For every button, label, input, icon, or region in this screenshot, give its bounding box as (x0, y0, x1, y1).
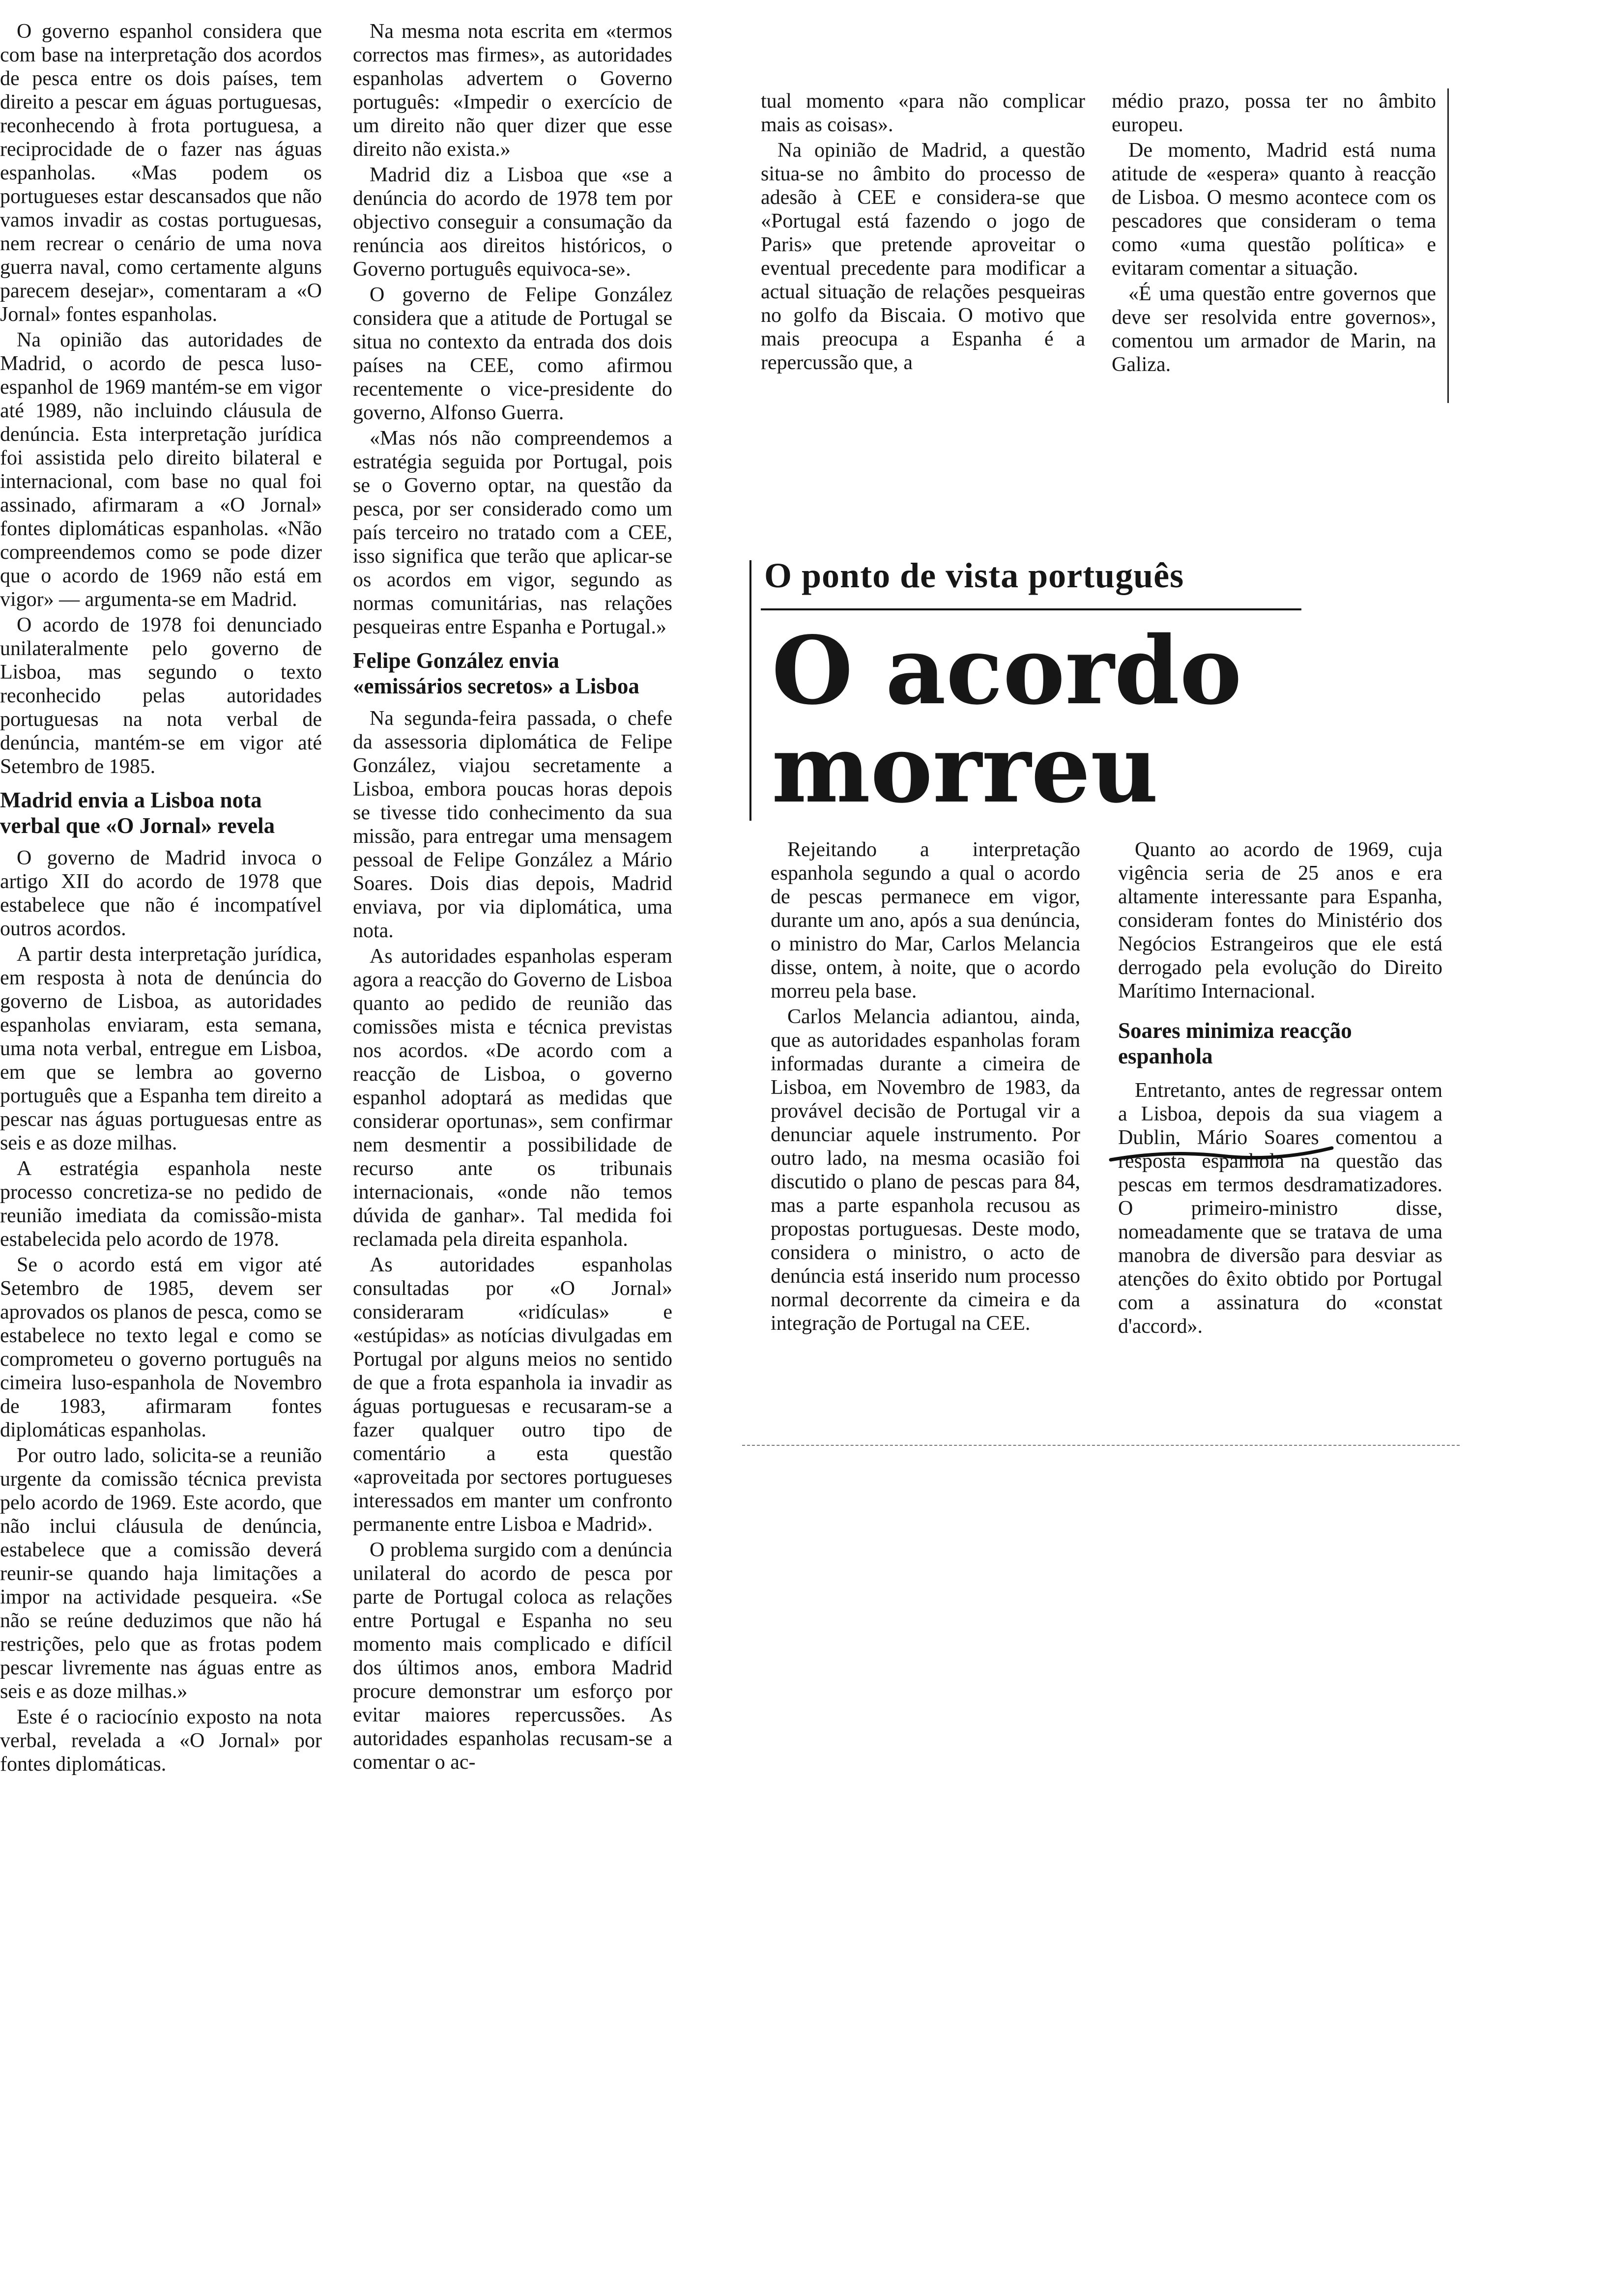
article-side-rule (749, 560, 751, 821)
col2-paragraph-6: As autoridades espanholas esperam agora a reacção do Governo de Lisboa quanto ao pedido de reunião das comissões mista e técnica previstas nos acordos. «De acordo com a reacção de Lisboa, o governo espanhol adoptará as medidas que considerar oportunas», sem confirmar nem desmentir a possibilidade de recurso ante os tribunais internacionais, «onde não temos dúvida de ganhar». Tal medida foi reclamada pela direita espanhola. (353, 945, 672, 1251)
article-column-2 (1118, 838, 1442, 1340)
col2-subheading: Felipe González envia «emissários secretos» a Lisboa (353, 648, 639, 698)
col1-paragraph-8: Por outro lado, solicita-se a reunião urgente da comissão técnica prevista pelo acordo de 1969. Este acordo, que não inclui cláusula de denúncia, estabelece que a comissão deverá reunir-se quando haja limitações a impor na actividade pesqueira. «Se não se reúne deduzimos que não há restrições, pelo que as frotas podem pescar livremente nas águas entre as seis e as doze milhas.» (0, 1444, 322, 1703)
col4-paragraph-1: médio prazo, possa ter no âmbito europeu. (1112, 90, 1436, 136)
article-headline (772, 616, 1312, 824)
col2-paragraph-7: As autoridades espanholas consultadas por «O Jornal» consideraram «ridículas» e «estúpidas» as notícias divulgadas em Portugal por alguns meios no sentido de que a frota espanhola ia invadir as águas portuguesas e recusaram-se a fazer qualquer outro tipo de comentário a esta questão «aproveitada por sectores portugueses interessados em manter um confronto permanente entre Lisboa e Madrid». (353, 1254, 672, 1536)
column-3 (761, 89, 1085, 376)
col2-paragraph-4: «Mas nós não compreendemos a estratégia seguida por Portugal, pois se o Governo optar, na questão da pesca, por ser considerado como um país terceiro no tratado com a CEE, isso significa que terão que aplicar-se os acordos em vigor, segundo as normas comunitárias, nas relações pesqueiras entre Espanha e Portugal.» (353, 427, 672, 638)
article-paragraph-2: Carlos Melancia adiantou, ainda, que as autoridades espanholas foram informadas durante a cimeira de Lisboa, em Novembro de 1983, da provável decisão de Portugal vir a denunciar aquele instrumento. Por outro lado, na mesma ocasião foi discutido o plano de pescas para 84, mas a parte espanhola recusou as propostas portuguesas. Deste modo, considera o ministro, o acto de denúncia está inserido num processo normal decorrente da cimeira e da integração de Portugal na CEE. (771, 1005, 1080, 1335)
article-bottom-border (742, 1445, 1460, 1446)
col1-paragraph-7: Se o acordo está em vigor até Setembro de 1985, devem ser aprovados os planos de pesca, como se estabelece no texto legal e como se comprometeu o governo português na cimeira luso-espanhola de Novembro de 1983, afirmaram fontes diplomáticas espanholas. (0, 1254, 322, 1441)
col1-paragraph-2: Na opinião das autoridades de Madrid, o acordo de pesca luso-espanhol de 1969 mantém-se em vigor até 1989, não incluindo cláusula de denúncia. Esta interpretação jurídica foi assistida pelo direito bilateral e internacional, com base no qual foi assinado, afirmaram a «O Jornal» fontes diplomáticas espanholas. «Não compreendemos como se pode dizer que o acordo de 1969 não está em vigor» — argumenta-se em Madrid. (0, 329, 322, 611)
col2-paragraph-1: Na mesma nota escrita em «termos correctos mas firmes», as autoridades espanholas advertem o Governo português: «Impedir o exercício de um direito não quer dizer que esse direito não exista.» (353, 20, 672, 161)
article-column-1 (771, 838, 1080, 1337)
col2-paragraph-2: Madrid diz a Lisboa que «se a denúncia do acordo de 1978 tem por objectivo conseguir a consumação da renúncia aos direitos históricos, o Governo português equivoca-se». (353, 164, 672, 281)
article-kicker: O ponto de vista português (764, 556, 1184, 595)
col1-paragraph-3: O acordo de 1978 foi denunciado unilateralmente pelo governo de Lisboa, mas segundo o texto reconhecido pelas autoridades portuguesas na nota verbal de denúncia, mantém-se em vigor até Setembro de 1985. (0, 614, 322, 778)
col4-paragraph-3: «É uma questão entre governos que deve ser resolvida entre governos», comentou um armador de Marin, na Galiza. (1112, 283, 1436, 376)
headline-line-2: morreu (772, 714, 1158, 824)
article-paragraph-3: Quanto ao acordo de 1969, cuja vigência seria de 25 anos e era altamente interessante para Espanha, consideram fontes do Ministério dos Negócios Estrangeiros que ele está derrogado pela evolução do Direito Marítimo Internacional. (1118, 838, 1442, 1003)
col2-paragraph-3: O governo de Felipe González considera que a atitude de Portugal se situa no contexto da entrada dos dois países na CEE, como afirmou recentemente o vice-presidente do governo, Alfonso Guerra. (353, 284, 672, 424)
column-4 (1112, 89, 1436, 378)
column-1 (0, 20, 322, 1778)
column-rule (1447, 88, 1449, 403)
column-2 (353, 20, 672, 1776)
article-paragraph-1: Rejeitando a interpretação espanhola segundo a qual o acordo de pescas permanece em vigor, durante um ano, após a sua denúncia, o ministro do Mar, Carlos Melancia disse, ontem, à noite, que o acordo morreu pela base. (771, 838, 1080, 1003)
col1-paragraph-5: A partir desta interpretação jurídica, em resposta à nota de denúncia do governo de Lisboa, as autoridades espanholas enviaram, esta semana, uma nota verbal, entregue em Lisboa, em que se lembra ao governo português que a Espanha tem direito a pescar nas águas portuguesas entre as seis e as doze milhas. (0, 943, 322, 1154)
col3-paragraph-2: Na opinião de Madrid, a questão situa-se no âmbito do processo de adesão à CEE e considera-se que «Portugal está fazendo o jogo de Paris» que pretende aproveitar o eventual precedente para modificar a actual situação de relações pesqueiras no golfo da Biscaia. O motivo que mais preocupa a Espanha é a repercussão que, a (761, 139, 1085, 374)
col1-paragraph-9: Este é o raciocínio exposto na nota verbal, revelada a «O Jornal» por fontes diplomáticas. (0, 1706, 322, 1776)
article-paragraph-4: Entretanto, antes de regressar ontem a Lisboa, depois da sua viagem a Dublin, Mário Soares comentou a resposta espanhola na questão das pescas em termos desdramatizadores. O primeiro-ministro disse, nomeadamente que se tratava de uma manobra de diversão para desviar as atenções do êxito obtido por Portugal com a assinatura do «constat d'accord». (1118, 1079, 1442, 1338)
col2-paragraph-8: O problema surgido com a denúncia unilateral do acordo de pesca por parte de Portugal coloca as relações entre Portugal e Espanha no seu momento mais complicado e difícil dos últimos anos, embora Madrid procure demonstrar um esforço por evitar maiores repercussões. As autoridades espanholas recusam-se a comentar o ac- (353, 1539, 672, 1774)
headline-line-1: O acordo (772, 616, 1242, 725)
kicker-rule (761, 608, 1301, 610)
col1-subheading: Madrid envia a Lisboa nota verbal que «O Jornal» revela (0, 788, 275, 838)
col2-paragraph-5: Na segunda-feira passada, o chefe da assessoria diplomática de Felipe González, viajou secretamente a Lisboa, embora poucas horas depois se tivesse tido conhecimento da sua missão, para entregar uma mensagem pessoal de Felipe González a Mário Soares. Dois dias depois, Madrid enviava, por via diplomática, uma nota. (353, 707, 672, 942)
article-subheading: Soares minimiza reacção espanhola (1118, 1018, 1352, 1068)
col3-paragraph-1: tual momento «para não complicar mais as coisas». (761, 90, 1085, 136)
col1-paragraph-1: O governo espanhol considera que com base na interpretação dos acordos de pesca entre os dois países, tem direito a pescar em águas portuguesas, reconhecendo à frota portuguesa, a reciprocidade de o fazer nas águas espanholas. «Mas podem os portugueses estar descansados que não vamos invadir as costas portuguesas, nem recrear o cenário de uma nova guerra naval, como certamente alguns parecem desejar», comentaram a «O Jornal» fontes espanholas. (0, 20, 322, 326)
col1-paragraph-6: A estratégia espanhola neste processo concretiza-se no pedido de reunião imediata da comissão-mista estabelecida pelo acordo de 1978. (0, 1157, 322, 1251)
col1-paragraph-4: O governo de Madrid invoca o artigo XII do acordo de 1978 que estabelece que não é incompatível outros acordos. (0, 847, 322, 940)
col4-paragraph-2: De momento, Madrid está numa atitude de «espera» quanto à reacção de Lisboa. O mesmo acontece com os pescadores que consideram o tema como «uma questão política» e evitaram comentar a situação. (1112, 139, 1436, 280)
